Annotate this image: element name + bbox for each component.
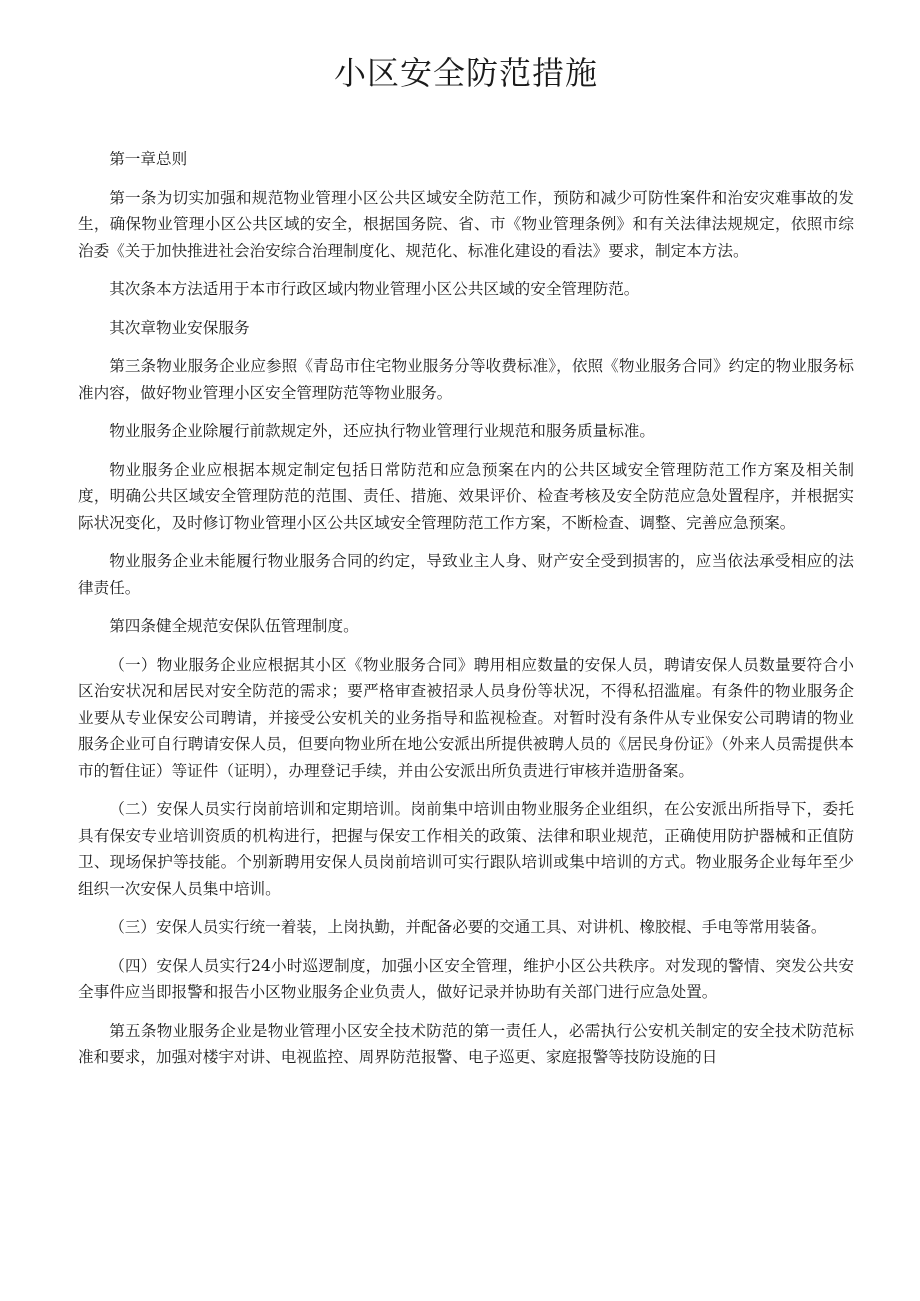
article-paragraph: 物业服务企业应根据本规定制定包括日常防范和应急预案在内的公共区域安全管理防范工作方案及相关制度，明确公共区域安全管理防范的范围、责任、措施、效果评价、检查考核及安全防范应急处置程序，并根据实际状况变化，及时修订物业管理小区公共区域安全管理防范工作方案，不断检查、调整、完善应急预案。 [78, 460, 854, 532]
document-page [78, 0, 854, 1066]
article-paragraph: 物业服务企业除履行前款规定外，还应执行物业管理行业规范和服务质量标准。 [109, 422, 655, 440]
document-body [78, 146, 854, 1083]
article-paragraph: 第一条为切实加强和规范物业管理小区公共区域安全防范工作，预防和减少可防性案件和治安灾难事故的发生，确保物业管理小区公共区域的安全，根据国务院、省、市《物业管理条例》和有关法律法规规定，依照市综治委《关于加快推进社会治安综合治理制度化、规范化、标准化建设的看法》要求，制定本方法。 [78, 188, 854, 260]
chapter-heading: 第一章总则 [109, 150, 188, 168]
article-paragraph: （一）物业服务企业应根据其小区《物业服务合同》聘用相应数量的安保人员，聘请安保人员数量要符合小区治安状况和居民对安全防范的需求；要严格审查被招录人员身份等状况，不得私招滥雇。有条件的物业服务企业要从专业保安公司聘请，并接受公安机关的业务指导和监视检查。对暂时没有条件从专业保安公司聘请的物业服务企业可自行聘请安保人员，但要向物业所在地公安派出所提供被聘人员的《居民身份证》（外来人员需提供本市的暂住证）等证件（证明），办理登记手续，并由公安派出所负责进行审核并造册备案。 [78, 655, 854, 780]
article-paragraph: 第三条物业服务企业应参照《青岛市住宅物业服务分等收费标准》，依照《物业服务合同》约定的物业服务标准内容，做好物业管理小区安全管理防范等物业服务。 [78, 357, 854, 402]
article-paragraph: （二）安保人员实行岗前培训和定期培训。岗前集中培训由物业服务企业组织，在公安派出所指导下，委托具有保安专业培训资质的机构进行，把握与保安工作相关的政策、法律和职业规范，正确使用防护器械和正值防卫、现场保护等技能。个别新聘用安保人员岗前培训可实行跟队培训或集中培训的方式。物业服务企业每年至少组织一次安保人员集中培训。 [78, 800, 854, 898]
article-paragraph: （四）安保人员实行24小时巡逻制度，加强小区安全管理，维护小区公共秩序。对发现的警情、突发公共安全事件应当即报警和报告小区物业服务企业负责人，做好记录并协助有关部门进行应急处置。 [78, 956, 854, 1001]
article-paragraph: 其次条本方法适用于本市行政区域内物业管理小区公共区域的安全管理防范。 [109, 280, 640, 298]
article-paragraph: （三）安保人员实行统一着装，上岗执勤，并配备必要的交通工具、对讲机、橡胶棍、手电等常用装备。 [109, 918, 827, 936]
article-paragraph: 第五条物业服务企业是物业管理小区安全技术防范的第一责任人，必需执行公安机关制定的安全技术防范标准和要求，加强对楼宇对讲、电视监控、周界防范报警、电子巡更、家庭报警等技防设施的日 [78, 1021, 854, 1066]
article-paragraph: 物业服务企业未能履行物业服务合同的约定，导致业主人身、财产安全受到损害的，应当依法承受相应的法律责任。 [78, 552, 854, 597]
article-paragraph: 第四条健全规范安保队伍管理制度。 [109, 617, 359, 635]
chapter-heading: 其次章物业安保服务 [109, 318, 250, 337]
document-title: 小区安全防范措施 [333, 54, 598, 92]
